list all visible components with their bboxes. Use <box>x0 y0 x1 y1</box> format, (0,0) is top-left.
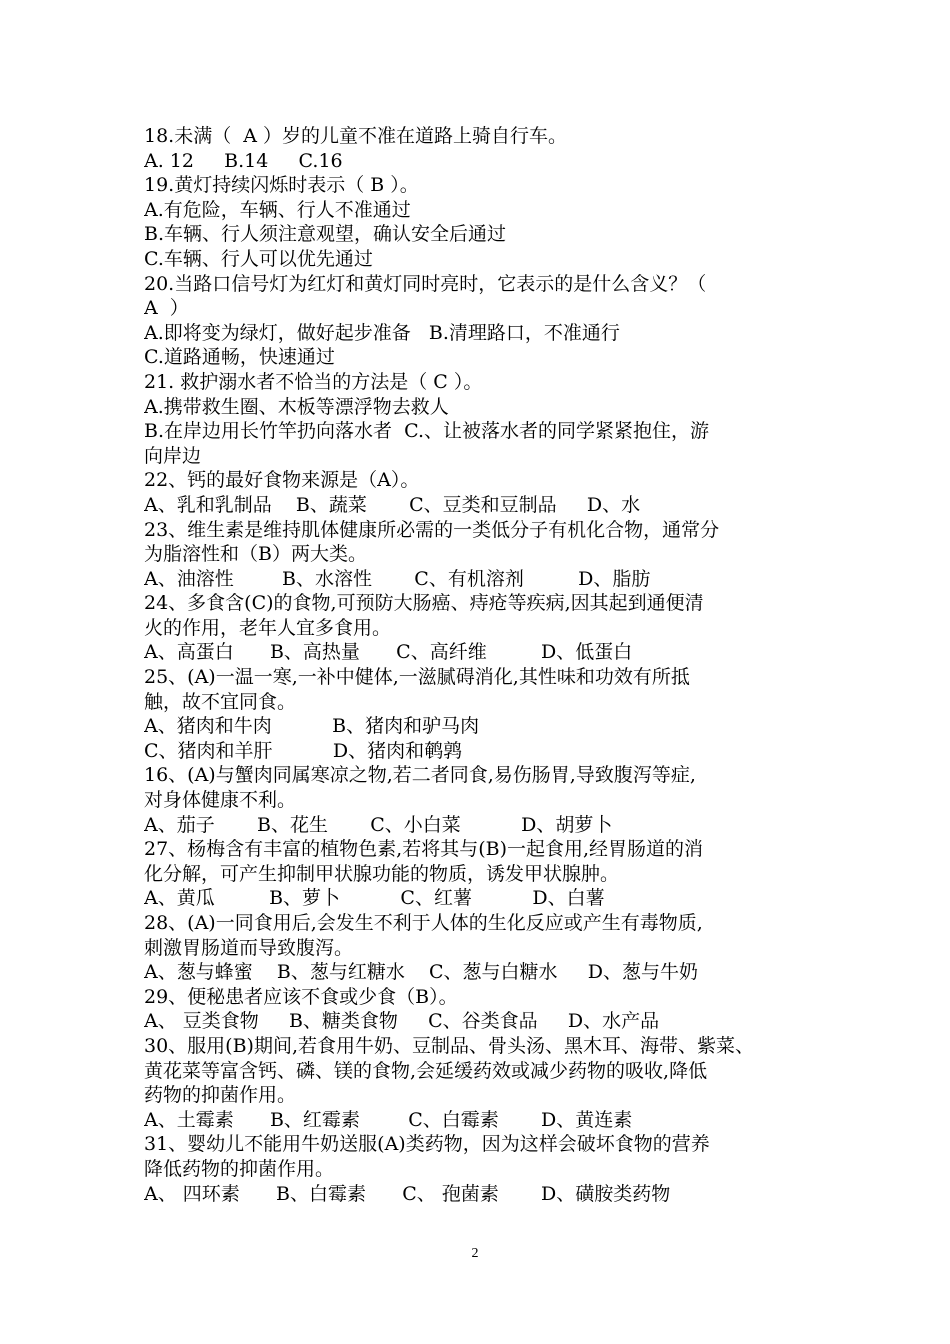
text-line: A ） <box>144 297 189 320</box>
page-number: 2 <box>471 1246 479 1261</box>
text-line: 触，故不宜同食。 <box>144 690 297 713</box>
text-line: A、油溶性 B、水溶性 C、有机溶剂 D、脂肪 <box>144 567 651 590</box>
text-line: 27、杨梅含有丰富的植物色素,若将其与(B)一起食用,经胃肠道的消 <box>144 838 704 861</box>
text-line: 30、服用(B)期间,若食用牛奶、豆制品、骨头汤、黑木耳、海带、紫菜、 <box>144 1034 755 1057</box>
text-line: 降低药物的抑菌作用。 <box>144 1157 335 1180</box>
text-line: 21. 救护溺水者不恰当的方法是（ C ）。 <box>144 370 483 393</box>
text-line: 对身体健康不利。 <box>144 789 297 812</box>
text-line: 化分解，可产生抑制甲状腺功能的物质，诱发甲状腺肿。 <box>144 862 620 885</box>
text-line: A、茄子 B、花生 C、小白菜 D、胡萝卜 <box>144 813 613 836</box>
text-line: A、葱与蜂蜜 B、葱与红糖水 C、葱与白糖水 D、葱与牛奶 <box>144 961 698 984</box>
text-line: B.在岸边用长竹竿扔向落水者 C.、让被落水者的同学紧紧抱住，游 <box>144 420 709 443</box>
text-line: 23、维生素是维持肌体健康所必需的一类低分子有机化合物，通常分 <box>144 518 720 541</box>
text-line: 25、(A)一温一寒,一补中健体,一滋腻碍消化,其性味和功效有所抵 <box>144 666 690 689</box>
text-line: A、高蛋白 B、高热量 C、高纤维 D、低蛋白 <box>144 641 633 664</box>
text-line: 火的作用，老年人宜多食用。 <box>144 616 392 639</box>
text-line: 19.黄灯持续闪烁时表示（ B ）。 <box>144 174 419 197</box>
text-line: 24、多食含(C)的食物,可预防大肠癌、痔疮等疾病,因其起到通便清 <box>144 592 704 615</box>
text-line: 31、婴幼儿不能用牛奶送服(A)类药物，因为这样会破坏食物的营养 <box>144 1133 710 1156</box>
text-line: A.即将变为绿灯，做好起步准备 B.清理路口，不准通行 <box>144 321 620 344</box>
text-line: 为脂溶性和（B）两大类。 <box>144 543 367 566</box>
text-line: 20.当路口信号灯为红灯和黄灯同时亮时，它表示的是什么含义？（ <box>144 272 707 295</box>
text-line: A、猪肉和牛肉 B、猪肉和驴马肉 <box>144 715 480 738</box>
text-line: B.车辆、行人须注意观望，确认安全后通过 <box>144 223 507 246</box>
text-line: 16、(A)与蟹肉同属寒凉之物,若二者同食,易伤肠胃,导致腹泻等症, <box>144 764 696 787</box>
text-line: C.车辆、行人可以优先通过 <box>144 247 373 270</box>
text-line: 黄花菜等富含钙、磷、镁的食物,会延缓药效或减少药物的吸收,降低 <box>144 1059 708 1082</box>
text-line: A、 豆类食物 B、糖类食物 C、谷类食品 D、水产品 <box>144 1010 660 1033</box>
text-line: A、土霉素 B、红霉素 C、白霉素 D、黄连素 <box>144 1108 633 1131</box>
text-line: A、黄瓜 B、萝卜 C、红薯 D、白薯 <box>144 887 605 910</box>
text-line: C、猪肉和羊肝 D、猪肉和鹌鹑 <box>144 739 463 762</box>
text-line: A.有危险，车辆、行人不准通过 <box>144 198 411 221</box>
text-line: 刺激胃肠道而导致腹泻。 <box>144 936 354 959</box>
text-line: A.携带救生圈、木板等漂浮物去救人 <box>144 395 449 418</box>
text-line: A、 四环素 B、白霉素 C、 孢菌素 D、磺胺类药物 <box>144 1182 671 1205</box>
text-line: A、乳和乳制品 B、蔬菜 C、豆类和豆制品 D、水 <box>144 493 641 516</box>
text-line: A. 12 B.14 C.16 <box>144 149 343 172</box>
text-line: 22、钙的最好食物来源是（A）。 <box>144 469 420 492</box>
text-line: 药物的抑菌作用。 <box>144 1084 297 1107</box>
text-line: 向岸边 <box>144 444 202 467</box>
text-line: 29、便秘患者应该不食或少食（B）。 <box>144 985 458 1008</box>
document-body <box>144 124 816 1206</box>
text-line: 28、(A)一同食用后,会发生不利于人体的生化反应或产生有毒物质, <box>144 912 703 934</box>
text-line: C.道路通畅，快速通过 <box>144 346 335 369</box>
text-line: 18.未满（ A ）岁的儿童不准在道路上骑自行车。 <box>144 125 568 147</box>
